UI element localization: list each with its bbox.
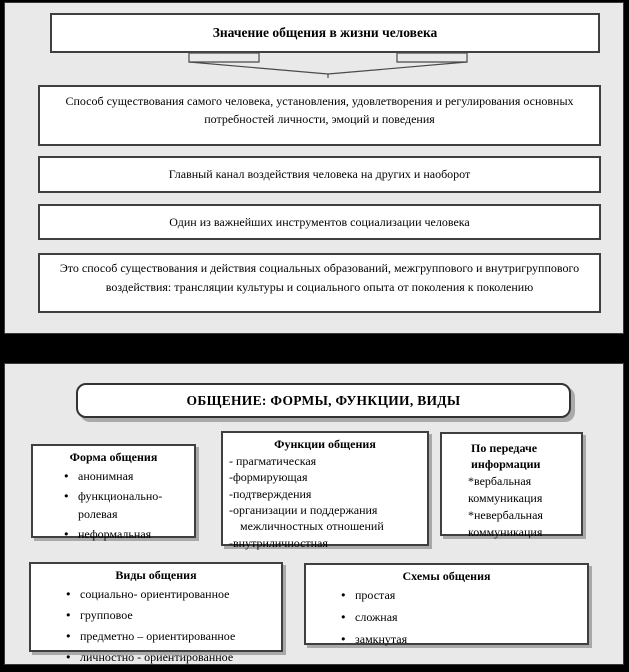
- list-item: ● анонимная: [33, 467, 190, 486]
- meaning-box-social-formations-text: Это способ существования и действия социальных образований, межгруппового и внутригруппового воздействия: трансляции культуры и социального опыта от поколения к поколению: [59, 261, 580, 294]
- box-forma-obshcheniya: [31, 444, 196, 541]
- list-item: -формирующая: [229, 470, 308, 485]
- shemy-list: [306, 584, 587, 648]
- top-title: Значение общения в жизни человека: [212, 25, 438, 40]
- bullet-icon: [66, 606, 71, 624]
- vidy-list: [31, 583, 281, 666]
- meaning-box-existence-text: Способ существования самого человека, установления, удовлетворения и регулирования основных потребностей личности, эмоций и поведения: [65, 94, 574, 126]
- top-title-box: [50, 13, 600, 53]
- list-item: ● групповое: [31, 606, 277, 624]
- list-item: *невербальная коммуникация: [468, 508, 543, 540]
- bullet-icon: [66, 648, 71, 666]
- box-vidy-obshcheniya: [29, 562, 283, 664]
- bullet-icon: [341, 586, 346, 604]
- bullet-icon: [64, 525, 69, 544]
- bullet-icon: [66, 627, 71, 645]
- bullet-icon: [341, 630, 346, 648]
- list-item: ● замкнутая: [306, 630, 583, 648]
- box-funkcii-obshcheniya: [221, 431, 429, 550]
- list-item: ● функционально-ролевая: [33, 487, 190, 524]
- bullet-icon: [341, 608, 346, 626]
- list-item: -подтверждения: [229, 486, 312, 501]
- funcs-list: [223, 452, 427, 551]
- list-item: ● личностно - ориентированное: [31, 648, 277, 666]
- box-shemy-obshcheniya: [304, 563, 589, 645]
- box-vidy-title: Виды общения: [115, 568, 197, 582]
- bullet-icon: [64, 467, 69, 486]
- list-item: - прагматическая: [229, 454, 317, 468]
- bottom-panel: [4, 363, 624, 665]
- meaning-box-social-formations: [38, 253, 601, 313]
- info-list: [442, 472, 581, 540]
- forma-list: [33, 465, 194, 543]
- list-item: ● простая: [306, 586, 583, 604]
- top-panel: [4, 2, 624, 334]
- meaning-box-existence: [38, 85, 601, 146]
- bullet-icon: [64, 487, 69, 506]
- list-item: ● социально- ориентированное: [31, 585, 277, 603]
- down-arrow-shape: [175, 52, 475, 82]
- box-po-peredache-informacii: [440, 432, 583, 540]
- list-item: *вербальная коммуникация: [468, 474, 543, 505]
- box-forma-title: Форма общения: [69, 450, 158, 464]
- meaning-box-channel: [38, 156, 601, 193]
- box-shemy-title: Схемы общения: [402, 569, 491, 583]
- meaning-box-socialization-text: Один из важнейших инструментов социализации человека: [169, 215, 470, 229]
- meaning-box-channel-text: Главный канал воздействия человека на других и наоборот: [168, 167, 471, 181]
- list-item: -организации и поддержания межличностных отношений: [229, 502, 384, 534]
- box-info-title: По передаче информации: [471, 441, 541, 472]
- list-item: ● неформальная: [33, 525, 190, 544]
- list-item: -внутриличностная: [229, 535, 328, 550]
- meaning-box-socialization: [38, 204, 601, 240]
- bottom-title-box: [76, 383, 571, 418]
- box-funcs-title: Функции общения: [274, 437, 376, 451]
- bottom-title: ОБЩЕНИЕ: ФОРМЫ, ФУНКЦИИ, ВИДЫ: [186, 392, 461, 408]
- list-item: ● сложная: [306, 608, 583, 626]
- bullet-icon: [66, 585, 71, 603]
- list-item: ● предметно – ориентированное: [31, 627, 277, 645]
